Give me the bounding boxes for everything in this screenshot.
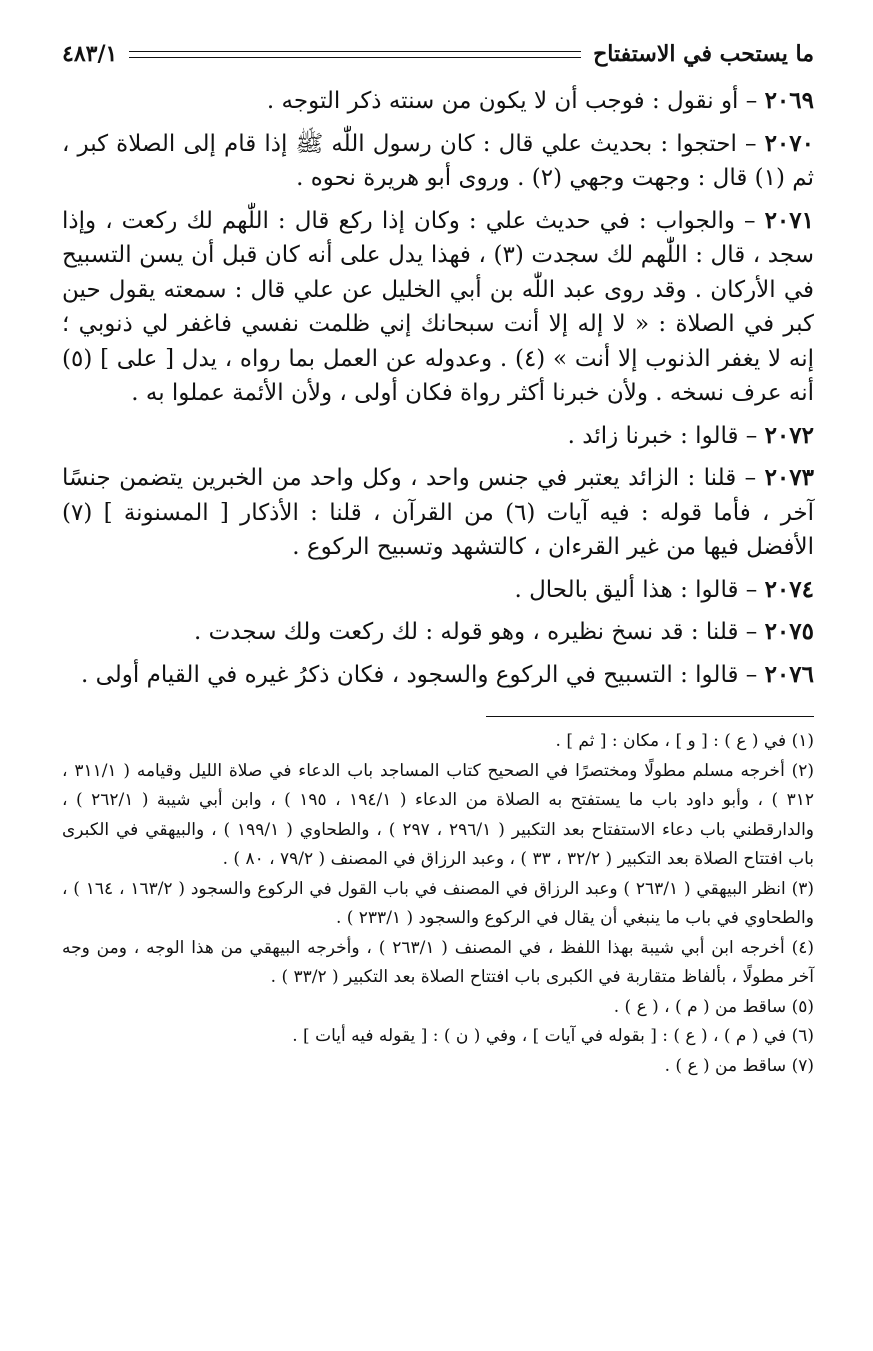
footnote-4: (٤) أخرجه ابن أبي شيبة بهذا اللفظ ، في المصنف ( ٢٦٣/١ ) ، وأخرجه البيهقي من هذا الوجه ، ومن وجه آخر مطولًا ، بألفاظ متقاربة في الكبرى باب افتتاح الصلاة بعد التكبير ( ٣٣/٢ ) . xyxy=(62,937,814,987)
footnote-2: (٢) أخرجه مسلم مطولًا ومختصرًا في الصحيح كتاب المساجد باب الدعاء في صلاة الليل وقيامه ( ٣١١/١ ، ٣١٢ ) ، وأبو داود باب ما يستفتح به الصلاة من الدعاء ( ١٩٤/١ ، ١٩٥ ) ، وابن أبي شيبة ( ٢٦٢/١ ) ، والدارقطني باب دعاء الاستفتاح بعد التكبير ( ٢٩٦/١ ، ٢٩٧ ) ، والطحاوي ( ١٩٩/١ ) ، والبيهقي في الكبرى باب افتتاح الصلاة بعد التكبير ( ٣٢/٢ ، ٣٣ ) ، وعبد الرزاق في المصنف ( ٧٩/٢ ، ٨٠ ) . xyxy=(62,760,815,869)
paragraph-text: – قلنا : الزائد يعتبر في جنس واحد ، وكل واحد من الخبرين يتضمن جنسًا آخر ، فأما قوله : فيه آيات (٦) من القرآن ، قلنا : الأذكار [ المسنونة ] (٧) الأفضل فيها من غير القرءان ، كالتشهد وتسبيح الركوع . xyxy=(62,465,814,560)
paragraph-text: – قلنا : قد نسخ نظيره ، وهو قوله : لك ركعت ولك سجدت . xyxy=(194,619,765,645)
paragraph-text: – والجواب : في حديث علي : وكان إذا ركع قال : اللّٰهم لك ركعت ، وإذا سجد ، قال : اللّٰهم لك سجدت (٣) ، فهذا يدل على أنه كان قبل أن يسن التسبيح في الأركان . وقد روى عبد اللّٰه بن أبي الخليل عن علي قال : سمعته يقول حين كبر في الصلاة : « لا إله إلا أنت سبحانك إني ظلمت نفسي فاغفر لي ذنوبي ؛ إنه لا يغفر الذنوب إلا أنت » (٤) . وعدوله عن العمل بما رواه ، يدل [ على ] (٥) أنه عرف نسخه . ولأن خبرنا أكثر رواة فكان أولى ، ولأن الأئمة عملوا به . xyxy=(62,207,815,406)
paragraph-2071 xyxy=(62,204,814,411)
footnotes xyxy=(62,727,814,1081)
footnote-1: (١) في ( ع ) : [ و ] ، مكان : [ ثم ] . xyxy=(555,731,814,751)
paragraph-number: ٢٠٧٠ xyxy=(764,129,814,157)
paragraph-2076 xyxy=(62,658,814,693)
paragraph-2069 xyxy=(62,84,814,119)
header-rule xyxy=(129,51,581,58)
footnote-separator xyxy=(486,716,814,717)
paragraph-2074 xyxy=(62,573,814,608)
paragraph-text: – قالوا : خبرنا زائد . xyxy=(567,422,765,449)
chapter-title: ما يستحب في الاستفتاح xyxy=(593,41,814,67)
paragraph-2075 xyxy=(62,615,814,650)
paragraph-number: ٢٠٧٣ xyxy=(764,464,814,491)
paragraph-text: – احتجوا : بحديث علي قال : كان رسول اللّٰه ﷺ إذا قام إلى الصلاة كبر ، ثم (١) قال : وجهت وجهي (٢) . وروى أبو هريرة نحوه . xyxy=(62,130,814,191)
paragraph-number: ٢٠٧٤ xyxy=(764,575,814,603)
paragraph-text: – قالوا : التسبيح في الركوع والسجود ، فكان ذكرُ غيره في القيام أولى . xyxy=(81,661,765,688)
footnote-6: (٦) في ( م ) ، ( ع ) : [ بقوله في آيات ] ، وفي ( ن ) : [ يقوله فيه أيات ] . xyxy=(292,1026,814,1046)
footnote-3: (٣) انظر البيهقي ( ٢٦٣/١ ) وعبد الرزاق في المصنف في باب القول في الركوع والسجود ( ١٦٣/٢ ، ١٦٤ ) ، والطحاوي في باب ما ينبغي أن يقال في الركوع والسجود ( ٢٣٣/١ ) . xyxy=(62,878,814,928)
paragraph-text: – قالوا : هذا أليق بالحال . xyxy=(514,576,765,603)
paragraph-number: ٢٠٦٩ xyxy=(764,87,814,114)
paragraph-2072 xyxy=(62,419,814,454)
paragraph-number: ٢٠٧٢ xyxy=(764,421,814,449)
paragraph-number: ٢٠٧١ xyxy=(764,206,814,234)
paragraph-number: ٢٠٧٦ xyxy=(764,660,814,688)
paragraph-2070 xyxy=(62,127,814,196)
paragraph-text: – أو نقول : فوجب أن لا يكون من سنته ذكر التوجه . xyxy=(266,88,765,114)
book-page xyxy=(62,30,814,1081)
page-number: ٤٨٣/١ xyxy=(62,41,118,67)
running-header xyxy=(62,30,814,78)
main-text xyxy=(62,84,814,692)
paragraph-2073 xyxy=(62,461,814,565)
footnote-5: (٥) ساقط من ( م ) ، ( ع ) . xyxy=(613,996,814,1017)
footnote-7: (٧) ساقط من ( ع ) . xyxy=(664,1055,814,1076)
paragraph-number: ٢٠٧٥ xyxy=(764,618,814,645)
